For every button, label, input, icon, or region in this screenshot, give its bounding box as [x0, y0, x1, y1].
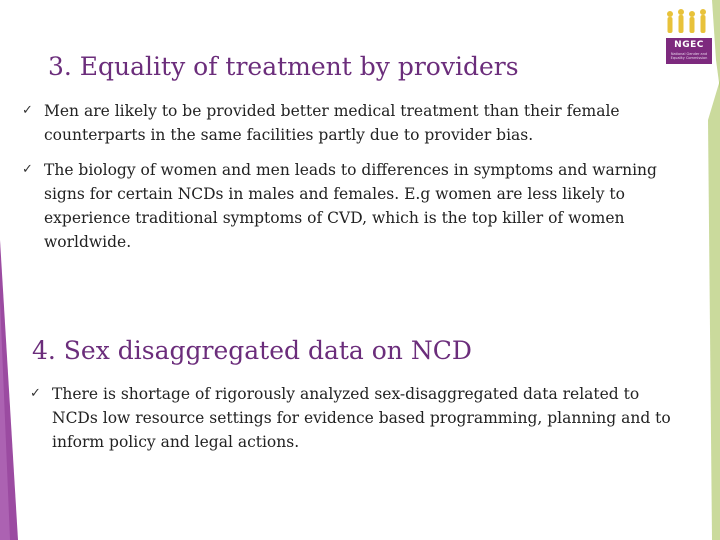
bullet-text: The biology of women and men leads to differences in symptoms and warning signs for certain NCDs in males and females. E.g women are less likely to experience traditional symptoms of CVD, which is the top killer of women worldwide. — [44, 161, 657, 251]
bullet-text: There is shortage of rigorously analyzed sex-disaggregated data related to NCDs low resource settings for evidence based programming, planning and to inform policy and legal actions. — [52, 385, 671, 451]
logo-name: NGEC — [674, 40, 704, 50]
right-green-band — [708, 80, 720, 540]
ngec-logo — [660, 8, 716, 64]
check-icon: ✓ — [22, 103, 33, 118]
section-3-bullets — [22, 99, 690, 265]
bullet-item — [22, 99, 690, 147]
people-group-icon — [662, 8, 712, 36]
logo-badge — [666, 38, 712, 64]
section-4-bullets — [30, 382, 680, 465]
section-4-title: 4. Sex disaggregated data on NCD — [32, 336, 472, 365]
bullet-item — [22, 158, 690, 254]
bullet-text: Men are likely to be provided better medical treatment than their female counterparts in the same facilities partly due to provider bias. — [44, 102, 620, 144]
section-3-title: 3. Equality of treatment by providers — [48, 52, 519, 81]
check-icon: ✓ — [22, 162, 33, 177]
logo-subtitle: National Gender and Equality Commission — [670, 52, 708, 60]
check-icon: ✓ — [30, 386, 41, 401]
bullet-item — [30, 382, 680, 454]
